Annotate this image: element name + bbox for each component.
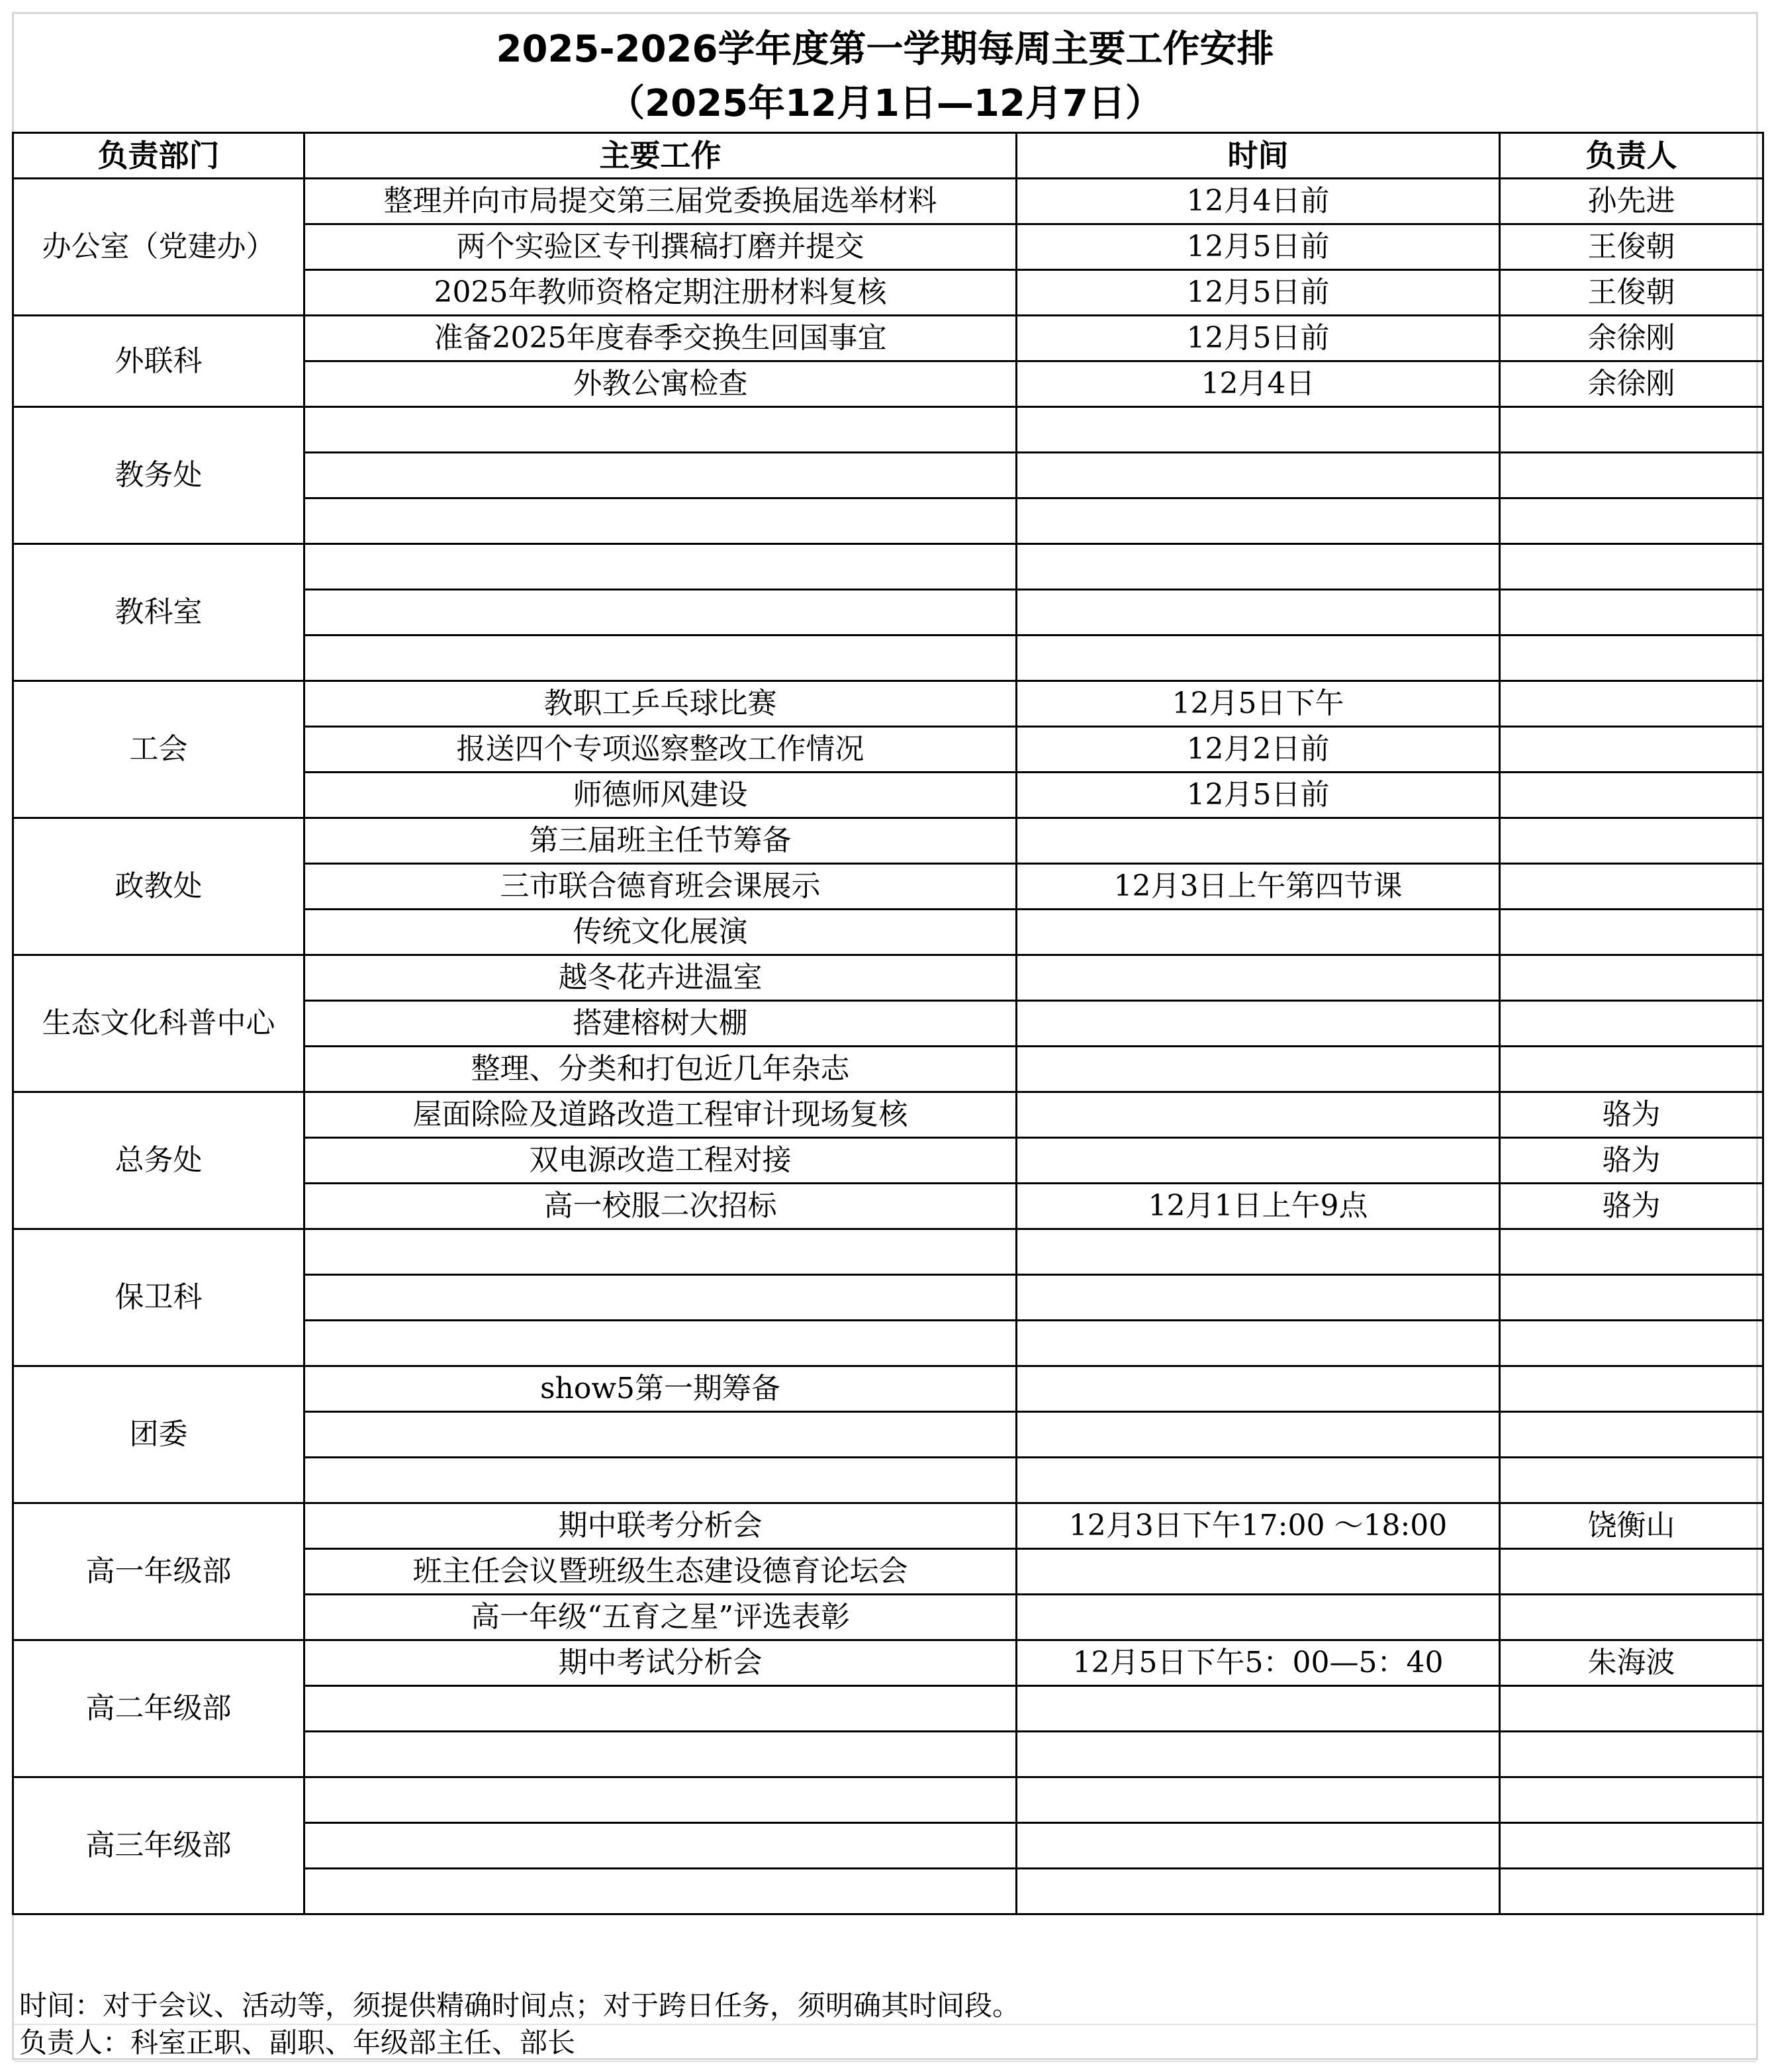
time-cell: 12月5日前 — [1017, 773, 1500, 818]
time-cell — [1017, 498, 1500, 544]
work-cell: 期中联考分析会 — [304, 1503, 1017, 1549]
owner-cell — [1500, 1321, 1763, 1366]
time-cell: 12月3日下午17:00 ～18:00 — [1017, 1503, 1500, 1549]
time-cell — [1017, 1092, 1500, 1138]
owner-cell — [1500, 773, 1763, 818]
time-cell — [1017, 544, 1500, 590]
work-cell — [304, 1732, 1017, 1777]
header-work: 主要工作 — [304, 133, 1017, 179]
time-cell — [1017, 1595, 1500, 1640]
work-cell — [304, 1321, 1017, 1366]
owner-cell: 余徐刚 — [1500, 361, 1763, 407]
table-row — [13, 1366, 1763, 1412]
work-cell: 整理、分类和打包近几年杂志 — [304, 1047, 1017, 1092]
owner-cell — [1500, 818, 1763, 864]
work-cell: 越冬花卉进温室 — [304, 955, 1017, 1001]
work-cell — [304, 636, 1017, 681]
work-cell: 报送四个专项巡察整改工作情况 — [304, 727, 1017, 773]
owner-cell — [1500, 681, 1763, 727]
work-cell: 屋面除险及道路改造工程审计现场复核 — [304, 1092, 1017, 1138]
time-cell — [1017, 818, 1500, 864]
owner-cell — [1500, 1595, 1763, 1640]
work-cell: 外教公寓检查 — [304, 361, 1017, 407]
owner-cell — [1500, 1001, 1763, 1047]
time-cell: 12月4日前 — [1017, 179, 1500, 224]
table-row — [13, 1092, 1763, 1138]
header-time: 时间 — [1017, 133, 1500, 179]
header-owner: 负责人 — [1500, 133, 1763, 179]
page-title: 2025-2026学年度第一学期每周主要工作安排 — [496, 28, 1274, 71]
department-cell: 总务处 — [13, 1092, 304, 1229]
time-cell: 12月5日前 — [1017, 270, 1500, 316]
schedule-table — [12, 132, 1764, 1915]
owner-cell — [1500, 407, 1763, 453]
work-cell: 准备2025年度春季交换生回国事宜 — [304, 316, 1017, 361]
table-row — [13, 818, 1763, 864]
note-owner-rule: 负责人：科室正职、副职、年级部主任、部长 — [14, 2025, 1756, 2062]
work-cell: 第三届班主任节筹备 — [304, 818, 1017, 864]
schedule-body — [13, 179, 1763, 1914]
time-cell — [1017, 636, 1500, 681]
time-cell: 12月2日前 — [1017, 727, 1500, 773]
department-cell: 办公室（党建办） — [13, 179, 304, 316]
owner-cell — [1500, 1823, 1763, 1869]
work-cell: 三市联合德育班会课展示 — [304, 864, 1017, 910]
time-cell — [1017, 1869, 1500, 1914]
time-cell — [1017, 1366, 1500, 1412]
table-row — [13, 1503, 1763, 1549]
time-cell — [1017, 1412, 1500, 1458]
owner-cell: 孙先进 — [1500, 179, 1763, 224]
work-cell — [304, 1229, 1017, 1275]
table-row — [13, 544, 1763, 590]
department-cell: 教科室 — [13, 544, 304, 681]
owner-cell — [1500, 544, 1763, 590]
owner-cell — [1500, 1047, 1763, 1092]
department-cell: 教务处 — [13, 407, 304, 544]
time-cell — [1017, 1458, 1500, 1503]
time-cell — [1017, 453, 1500, 498]
time-cell — [1017, 1138, 1500, 1184]
owner-cell: 骆为 — [1500, 1184, 1763, 1229]
time-cell — [1017, 910, 1500, 955]
schedule-sheet — [12, 12, 1758, 2060]
page-subtitle-date-range: （2025年12月1日—12月7日） — [608, 82, 1162, 125]
owner-cell — [1500, 864, 1763, 910]
time-cell — [1017, 955, 1500, 1001]
time-cell — [1017, 1549, 1500, 1595]
time-cell — [1017, 407, 1500, 453]
work-cell — [304, 1869, 1017, 1914]
department-cell: 团委 — [13, 1366, 304, 1503]
time-cell: 12月1日上午9点 — [1017, 1184, 1500, 1229]
department-cell: 高二年级部 — [13, 1640, 304, 1777]
header-dept: 负责部门 — [13, 133, 304, 179]
department-cell: 保卫科 — [13, 1229, 304, 1366]
work-cell — [304, 1458, 1017, 1503]
work-cell — [304, 1777, 1017, 1823]
department-cell: 政教处 — [13, 818, 304, 955]
time-cell — [1017, 590, 1500, 636]
owner-cell — [1500, 1458, 1763, 1503]
owner-cell: 朱海波 — [1500, 1640, 1763, 1686]
work-cell: 师德师风建设 — [304, 773, 1017, 818]
owner-cell — [1500, 1412, 1763, 1458]
work-cell: 期中考试分析会 — [304, 1640, 1017, 1686]
time-cell: 12月3日上午第四节课 — [1017, 864, 1500, 910]
work-cell — [304, 453, 1017, 498]
table-row — [13, 1640, 1763, 1686]
table-row — [13, 179, 1763, 224]
work-cell — [304, 407, 1017, 453]
owner-cell — [1500, 955, 1763, 1001]
note-time-rule: 时间：对于会议、活动等，须提供精确时间点；对于跨日任务，须明确其时间段。 — [14, 1988, 1756, 2025]
header-row — [13, 133, 1763, 179]
time-cell: 12月5日下午5：00—5：40 — [1017, 1640, 1500, 1686]
time-cell — [1017, 1686, 1500, 1732]
time-cell: 12月5日前 — [1017, 316, 1500, 361]
table-row — [13, 316, 1763, 361]
work-cell — [304, 498, 1017, 544]
work-cell: 整理并向市局提交第三届党委换届选举材料 — [304, 179, 1017, 224]
work-cell: 高一年级“五育之星”评选表彰 — [304, 1595, 1017, 1640]
owner-cell — [1500, 727, 1763, 773]
table-row — [13, 407, 1763, 453]
work-cell — [304, 1686, 1017, 1732]
work-cell — [304, 1275, 1017, 1321]
department-cell: 高一年级部 — [13, 1503, 304, 1640]
time-cell — [1017, 1321, 1500, 1366]
owner-cell — [1500, 1686, 1763, 1732]
owner-cell: 骆为 — [1500, 1092, 1763, 1138]
department-cell: 外联科 — [13, 316, 304, 407]
owner-cell — [1500, 590, 1763, 636]
time-cell — [1017, 1275, 1500, 1321]
table-row — [13, 681, 1763, 727]
owner-cell — [1500, 1549, 1763, 1595]
work-cell: show5第一期筹备 — [304, 1366, 1017, 1412]
time-cell — [1017, 1047, 1500, 1092]
time-cell: 12月4日 — [1017, 361, 1500, 407]
owner-cell — [1500, 1869, 1763, 1914]
table-row — [13, 955, 1763, 1001]
time-cell: 12月5日下午 — [1017, 681, 1500, 727]
work-cell: 班主任会议暨班级生态建设德育论坛会 — [304, 1549, 1017, 1595]
work-cell: 两个实验区专刊撰稿打磨并提交 — [304, 224, 1017, 270]
work-cell: 传统文化展演 — [304, 910, 1017, 955]
notes — [14, 1988, 1756, 2062]
owner-cell: 饶衡山 — [1500, 1503, 1763, 1549]
department-cell: 工会 — [13, 681, 304, 818]
owner-cell — [1500, 1229, 1763, 1275]
owner-cell — [1500, 1732, 1763, 1777]
work-cell: 搭建榕树大棚 — [304, 1001, 1017, 1047]
time-cell: 12月5日前 — [1017, 224, 1500, 270]
owner-cell: 余徐刚 — [1500, 316, 1763, 361]
owner-cell — [1500, 1275, 1763, 1321]
owner-cell — [1500, 1366, 1763, 1412]
owner-cell — [1500, 453, 1763, 498]
title-block — [14, 14, 1756, 132]
owner-cell — [1500, 498, 1763, 544]
work-cell — [304, 1412, 1017, 1458]
owner-cell: 王俊朝 — [1500, 270, 1763, 316]
time-cell — [1017, 1001, 1500, 1047]
work-cell: 2025年教师资格定期注册材料复核 — [304, 270, 1017, 316]
work-cell — [304, 590, 1017, 636]
owner-cell: 王俊朝 — [1500, 224, 1763, 270]
owner-cell — [1500, 1777, 1763, 1823]
work-cell: 高一校服二次招标 — [304, 1184, 1017, 1229]
table-row — [13, 1777, 1763, 1823]
department-cell: 高三年级部 — [13, 1777, 304, 1914]
department-cell: 生态文化科普中心 — [13, 955, 304, 1092]
owner-cell — [1500, 636, 1763, 681]
time-cell — [1017, 1229, 1500, 1275]
table-row — [13, 1229, 1763, 1275]
work-cell: 教职工乒乓球比赛 — [304, 681, 1017, 727]
time-cell — [1017, 1777, 1500, 1823]
work-cell — [304, 1823, 1017, 1869]
time-cell — [1017, 1732, 1500, 1777]
owner-cell — [1500, 910, 1763, 955]
work-cell — [304, 544, 1017, 590]
time-cell — [1017, 1823, 1500, 1869]
owner-cell: 骆为 — [1500, 1138, 1763, 1184]
work-cell: 双电源改造工程对接 — [304, 1138, 1017, 1184]
